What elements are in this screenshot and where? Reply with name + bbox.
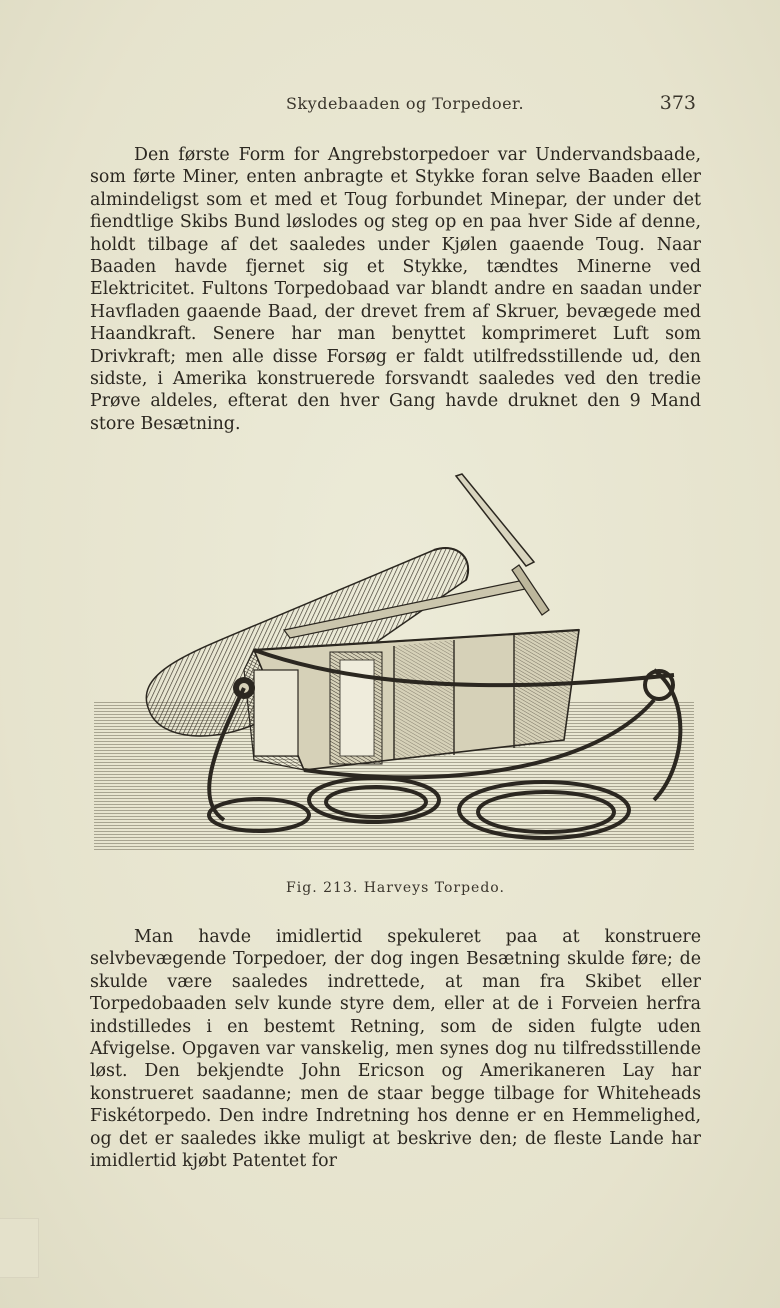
running-title: Skydebaaden og Torpedoer. xyxy=(286,94,525,113)
page-edge-tab xyxy=(0,1218,39,1278)
paragraph-1 xyxy=(90,144,701,435)
figure-caption: Fig. 213. Harveys Torpedo. xyxy=(286,880,505,896)
paragraph-1-text: Den første Form for Angrebstorpedoer var Undervandsbaade, som førte Miner, enten anbragte et Stykke foran selve Baaden eller almindeligst som et med et Toug forbundet Minepar, der under det fiendtlige Skibs Bund løslodes og steg op en paa hver Side af denne, holdt tilbage af det saaledes under Kjølen gaaende Toug. Naar Baaden havde fjernet sig et Stykke, tændtes Minerne ved Elektricitet. Fultons Torpedobaad var blandt andre en saadan under Havfladen gaaende Baad, der drevet frem af Skruer, bevægede med Haandkraft. Senere har man benyttet komprimeret Luft som Drivkraft; men alle disse Forsøg er faldt utilfredsstillende ud, den sidste, i Amerika konstruerede forsvandt saaledes ved den tredie Prøve aldeles, efterat den hver Gang havde druknet den 9 Mand store Besætning. xyxy=(90,145,701,434)
page-header xyxy=(90,94,700,120)
torpedo-engraving xyxy=(94,470,694,862)
paragraph-2-text: Man havde imidlertid spekuleret paa at konstruere selvbevægende Torpedoer, der dog ingen Besætning skulde føre; de skulde være saaledes indrettede, at man fra Skibet eller Torpedobaaden selv kunde styre dem, eller at de i Forveien herfra indstilledes i en bestemt Retning, som de siden fulgte uden Afvigelse. Opgaven var vanskelig, men synes dog nu tilfredsstillende løst. Den bekjendte John Ericson og Amerikaneren Lay har konstrueret saadanne; men de staar begge tilbage for Whiteheads Fiskétorpedo. Den indre Indretning hos denne er en Hemmelighed, og det er saaledes ikke muligt at beskrive den; de fleste Lande har imidlertid kjøbt Patentet for xyxy=(90,927,701,1172)
page-number: 373 xyxy=(659,92,696,114)
torpedo-illustration xyxy=(94,470,694,862)
paragraph-2 xyxy=(90,926,701,1172)
